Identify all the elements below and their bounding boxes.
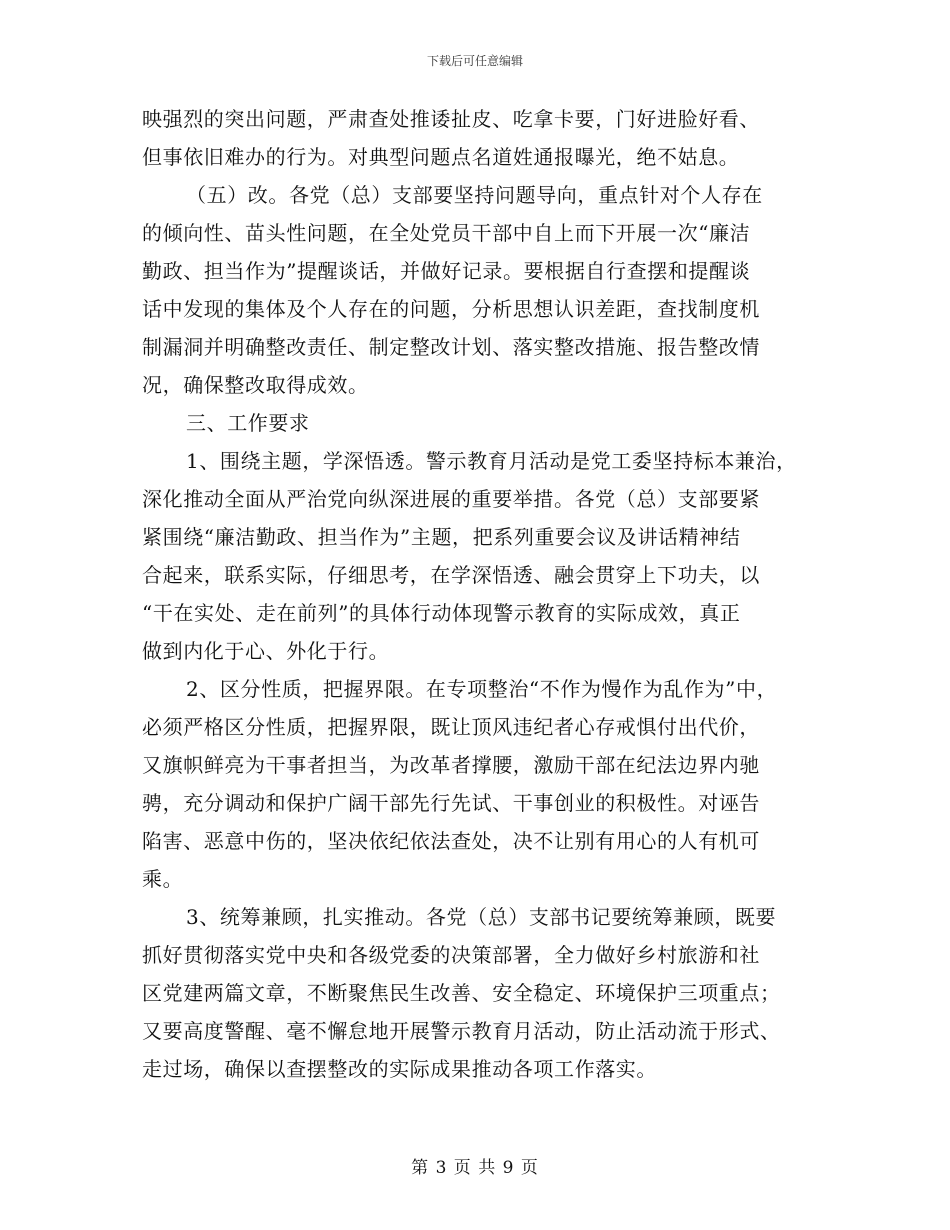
text-line: 但事依旧难办的行为。对典型问题点名道姓通报曝光，绝不姑息。 xyxy=(142,145,740,169)
text-line: 乘。 xyxy=(142,867,184,891)
text-line: 必须严格区分性质，把握界限，既让顶风违纪者心存戒惧付出代价， xyxy=(142,715,760,739)
text-line: 紧围绕“廉洁勤政、担当作为”主题，把系列重要会议及讲话精神结 xyxy=(142,525,741,549)
section-heading: 三、工作要求 xyxy=(186,411,310,435)
document-body xyxy=(142,100,812,1088)
text-line: 骋，充分调动和保护广阔干部先行先试、干事创业的积极性。对诬告 xyxy=(142,791,760,815)
text-line: 深化推动全面从严治党向纵深进展的重要举措。各党（总）支部要紧 xyxy=(142,487,760,511)
text-line: 又旗帜鲜亮为干事者担当，为改革者撑腰，激励干部在纪法边界内驰 xyxy=(142,753,760,777)
text-line: 走过场，确保以查摆整改的实际成果推动各项工作落实。 xyxy=(142,1057,657,1081)
paragraph-start-line: 3、统筹兼顾，扎实推动。各党（总）支部书记要统筹兼顾，既要 xyxy=(186,905,777,929)
text-line: 话中发现的集体及个人存在的问题，分析思想认识差距，查找制度机 xyxy=(142,297,760,321)
text-line: “干在实处、走在前列”的具体行动体现警示教育的实际成效，真正 xyxy=(142,601,741,625)
text-line: 抓好贯彻落实党中央和各级党委的决策部署，全力做好乡村旅游和社 xyxy=(142,943,760,967)
text-line: 的倾向性、苗头性问题，在全处党员干部中自上而下开展一次“廉洁 xyxy=(142,221,751,245)
paragraph-start-line: 2、区分性质，把握界限。在专项整治“不作为慢作为乱作为”中， xyxy=(186,677,778,701)
text-line: 合起来，联系实际，仔细思考，在学深悟透、融会贯穿上下功夫，以 xyxy=(142,563,760,587)
page-number-footer: 第 3 页 共 9 页 xyxy=(411,1158,539,1178)
text-line: 做到内化于心、外化于行。 xyxy=(142,639,390,663)
text-line: 陷害、恶意中伤的，坚决依纪依法查处，决不让别有用心的人有机可 xyxy=(142,829,760,853)
text-line: 映强烈的突出问题，严肃查处推诿扯皮、吃拿卡要，门好进脸好看、 xyxy=(142,107,760,131)
text-line: 区党建两篇文章，不断聚焦民生改善、安全稳定、环境保护三项重点； xyxy=(142,981,781,1005)
paragraph-start-line: 1、围绕主题，学深悟透。警示教育月活动是党工委坚持标本兼治， xyxy=(186,449,797,473)
page-header: 下载后可任意编辑 xyxy=(426,54,523,68)
text-line: 制漏洞并明确整改责任、制定整改计划、落实整改措施、报告整改情 xyxy=(142,335,760,359)
text-line: 勤政、担当作为”提醒谈话，并做好记录。要根据自行查摆和提醒谈 xyxy=(142,259,751,283)
text-line: 又要高度警醒、毫不懈怠地开展警示教育月活动，防止活动流于形式、 xyxy=(142,1019,781,1043)
paragraph-start-line: （五）改。各党（总）支部要坚持问题导向，重点针对个人存在 xyxy=(186,183,763,207)
text-line: 况，确保整改取得成效。 xyxy=(142,373,369,397)
